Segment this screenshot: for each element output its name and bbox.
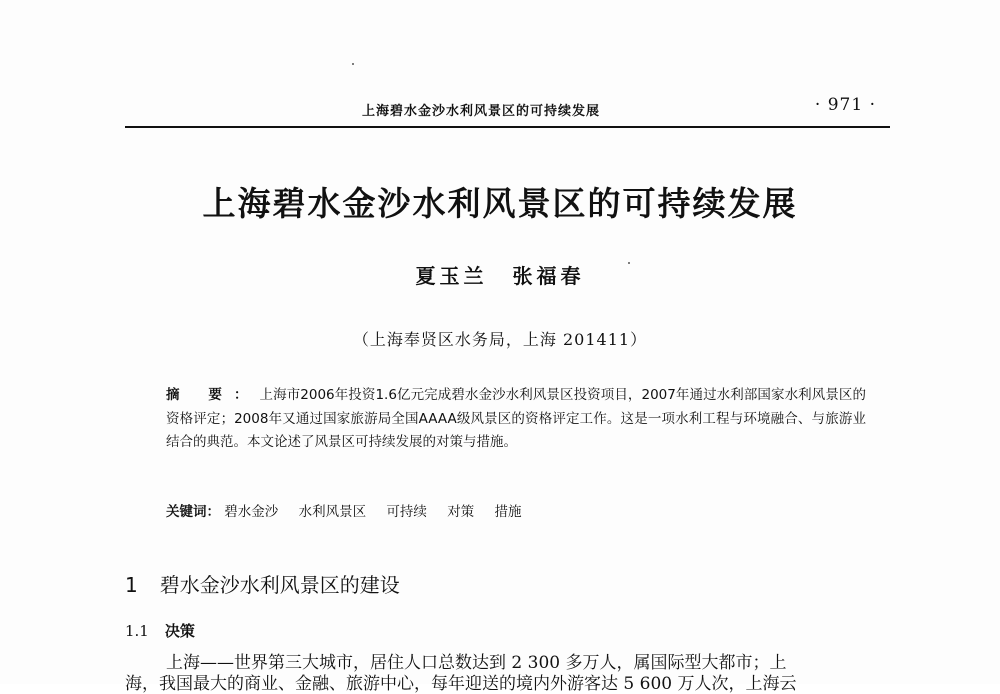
section-number: 1 [125,573,138,597]
affiliation: （上海奉贤区水务局，上海 201411） [352,330,648,349]
abstract-label: 摘 要： [166,387,260,403]
keyword: 碧水金沙 [224,504,279,520]
subsection-number: 1.1 [125,622,149,640]
article-title: 上海碧水金沙水利风景区的可持续发展 [202,184,798,223]
running-title: 上海碧水金沙水利风景区的可持续发展 [362,104,601,119]
keyword: 对策 [447,504,475,520]
running-header [125,86,890,128]
keywords [166,500,866,520]
subsection-title: 决策 [164,622,195,640]
abstract-text: 上海市2006年投资1.6亿元完成碧水金沙水利风景区投资项目，2007年通过水利部国家水利风景区的资格评定；2008年又通过国家旅游局全国AAAA级风景区的资格评定工作。这是一项水利工程与环境融合、与旅游业结合的典范。本文论述了风景区可持续发展的对策与措施。 [166,387,866,450]
body-paragraph-line-cut: 海，我国最大的商业、金融、旅游中心，每年迎送的境内外游客达 5 600 万人次，上海云 [125,674,797,694]
body-paragraph-line: 上海——世界第三大城市，居住人口总数达到 2 300 多万人，属国际型大都市；上 [166,653,787,673]
abstract [166,384,866,455]
keyword: 水利风景区 [298,504,367,520]
subsection-heading [125,620,195,641]
keyword: 可持续 [386,504,427,520]
section-heading [125,569,400,598]
keyword: 措施 [494,504,522,520]
keywords-label: 关键词： [166,504,220,520]
authors: 夏玉兰 张福春 [415,264,585,288]
page-number: · 971 · [814,95,876,115]
scan-speck [352,63,354,65]
section-title: 碧水金沙水利风景区的建设 [159,573,400,597]
